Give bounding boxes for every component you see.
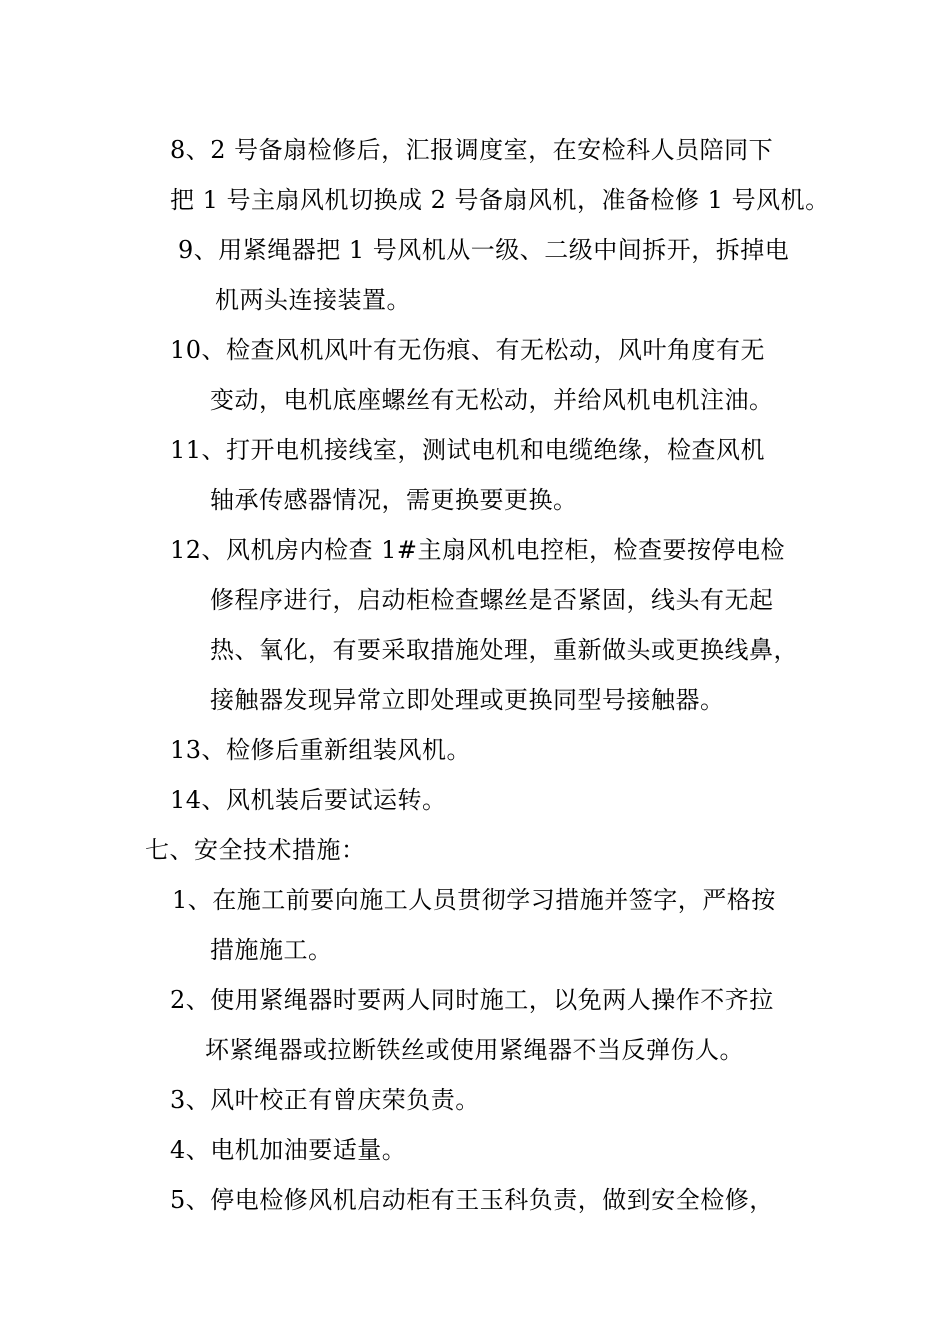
- text-line-safety-3: 3、风叶校正有曾庆荣负责。: [170, 1086, 480, 1114]
- text-line-step-12-b: 修程序进行，启动柜检查螺丝是否紧固，线头有无起: [210, 586, 774, 614]
- text-line-step-11-b: 轴承传感器情况，需更换要更换。: [210, 486, 578, 514]
- text-line-safety-1-b: 措施施工。: [210, 936, 333, 964]
- text-line-step-11-a: 11、打开电机接线室，测试电机和电缆绝缘，检查风机: [170, 436, 766, 464]
- text-line-safety-2-a: 2、使用紧绳器时要两人同时施工，以免两人操作不齐拉: [170, 986, 774, 1014]
- text-line-step-12-c: 热、氧化，有要采取措施处理，重新做头或更换线鼻，: [210, 636, 798, 664]
- text-line-safety-1-a: 1、在施工前要向施工人员贯彻学习措施并签字，严格按: [172, 886, 776, 914]
- text-line-step-8-a: 8、2 号备扇检修后，汇报调度室，在安检科人员陪同下: [170, 136, 774, 164]
- text-line-step-9-a: 9、用紧绳器把 1 号风机从一级、二级中间拆开，拆掉电: [178, 236, 790, 264]
- text-line-safety-5: 5、停电检修风机启动柜有王玉科负责，做到安全检修，: [170, 1186, 774, 1214]
- text-line-step-10-a: 10、检查风机风叶有无伤痕、有无松动，风叶角度有无: [170, 336, 766, 364]
- section-heading-safety: 七、安全技术措施：: [145, 836, 366, 864]
- text-line-step-14: 14、风机装后要试运转。: [170, 786, 447, 814]
- text-line-step-8-b: 把 1 号主扇风机切换成 2 号备扇风机，准备检修 1 号风机。: [170, 186, 830, 214]
- text-line-safety-4: 4、电机加油要适量。: [170, 1136, 407, 1164]
- text-line-step-12-d: 接触器发现异常立即处理或更换同型号接触器。: [210, 686, 725, 714]
- text-line-safety-2-b: 坏紧绳器或拉断铁丝或使用紧绳器不当反弹伤人。: [205, 1036, 744, 1064]
- text-line-step-12-a: 12、风机房内检查 1#主扇风机电控柜，检查要按停电检: [170, 536, 786, 564]
- text-line-step-13: 13、检修后重新组装风机。: [170, 736, 472, 764]
- text-line-step-9-b: 机两头连接装置。: [215, 286, 411, 314]
- text-line-step-10-b: 变动，电机底座螺丝有无松动，并给风机电机注油。: [210, 386, 774, 414]
